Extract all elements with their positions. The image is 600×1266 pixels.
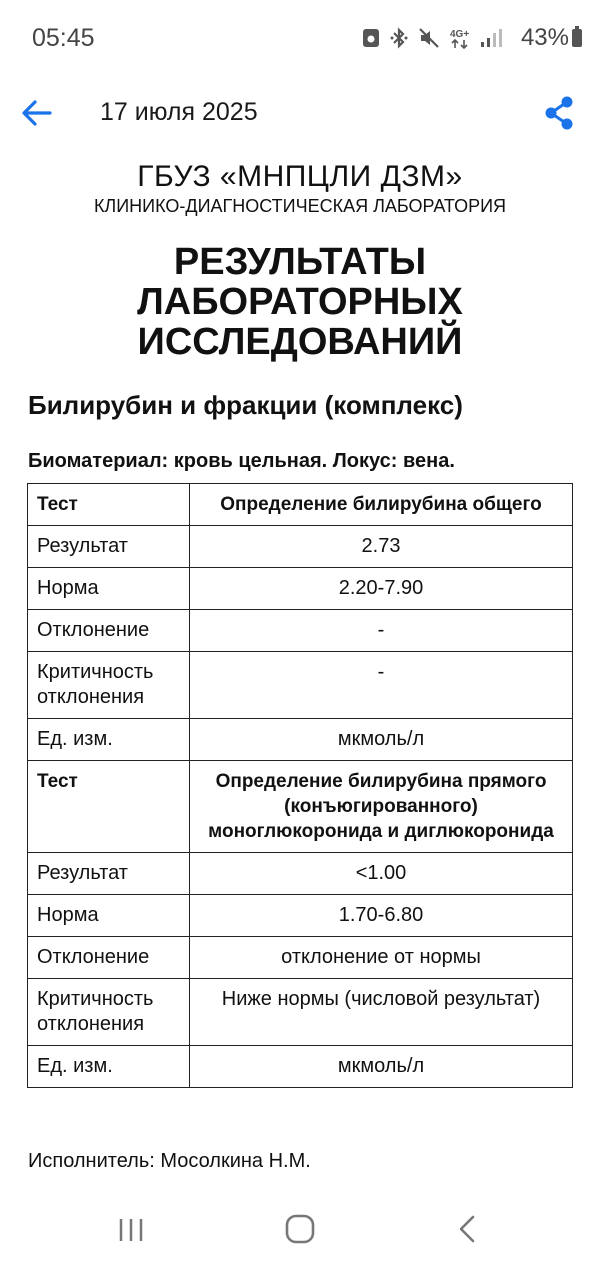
results-table	[27, 483, 573, 1088]
table-row	[28, 1046, 573, 1088]
battery-indicator	[521, 24, 582, 52]
row-label: Тест	[28, 484, 190, 526]
table-row	[28, 937, 573, 979]
table-row	[28, 761, 573, 853]
table-row	[28, 568, 573, 610]
row-label: Отклонение	[28, 610, 190, 652]
bluetooth-icon	[390, 27, 408, 49]
home-icon	[284, 1213, 316, 1245]
row-label: Критичность отклонения	[28, 979, 190, 1046]
row-value: 1.70-6.80	[190, 895, 573, 937]
row-label: Результат	[28, 853, 190, 895]
row-value: отклонение от нормы	[190, 937, 573, 979]
table-row	[28, 652, 573, 719]
status-bar	[0, 0, 600, 80]
back-button[interactable]	[18, 94, 56, 132]
row-value: Определение билирубина прямого (конъюгированного) моноглюкоронида и диглюкоронида	[190, 761, 573, 853]
executor-line: Исполнитель: Мосолкина Н.М.	[28, 1150, 311, 1172]
row-value: 2.73	[190, 526, 573, 568]
navigation-bar	[0, 1195, 600, 1266]
table-row	[28, 979, 573, 1046]
row-label: Тест	[28, 761, 190, 853]
recent-apps-button[interactable]	[117, 1215, 147, 1245]
document-title-line: ИССЛЕДОВАНИЙ	[137, 321, 463, 363]
row-value: 2.20-7.90	[190, 568, 573, 610]
org-name: ГБУЗ «МНПЦЛИ ДЗМ»	[137, 160, 463, 193]
document-title	[0, 242, 600, 362]
home-button[interactable]	[284, 1213, 316, 1245]
row-label: Критичность отклонения	[28, 652, 190, 719]
org-subtitle: КЛИНИКО-ДИАГНОСТИЧЕСКАЯ ЛАБОРАТОРИЯ	[93, 196, 507, 216]
row-value: -	[190, 652, 573, 719]
table-row	[28, 484, 573, 526]
share-button[interactable]	[542, 94, 576, 132]
status-time: 05:45	[32, 24, 95, 52]
row-label: Норма	[28, 568, 190, 610]
section-title: Билирубин и фракции (комплекс)	[28, 390, 463, 420]
row-value: мкмоль/л	[190, 1046, 573, 1088]
sim-icon	[362, 28, 380, 48]
row-value: Определение билирубина общего	[190, 484, 573, 526]
table-row	[28, 526, 573, 568]
signal-icon	[480, 28, 502, 48]
table-row	[28, 610, 573, 652]
row-label: Норма	[28, 895, 190, 937]
arrow-left-icon	[18, 94, 56, 132]
network-type-label: 4G+	[450, 29, 470, 40]
table-row	[28, 853, 573, 895]
recent-apps-icon	[117, 1215, 147, 1245]
table-row	[28, 719, 573, 761]
biomaterial-line: Биоматериал: кровь цельная. Локус: вена.	[28, 450, 455, 472]
row-label: Отклонение	[28, 937, 190, 979]
battery-percent: 43%	[520, 24, 569, 51]
table-row	[28, 895, 573, 937]
status-icons	[362, 27, 502, 49]
row-label: Ед. изм.	[28, 719, 190, 761]
row-value: -	[190, 610, 573, 652]
row-label: Ед. изм.	[28, 1046, 190, 1088]
app-header	[0, 88, 600, 138]
row-value: <1.00	[190, 853, 573, 895]
chevron-left-icon	[455, 1213, 479, 1245]
row-label: Результат	[28, 526, 190, 568]
system-back-button[interactable]	[455, 1213, 479, 1245]
row-value: мкмоль/л	[190, 719, 573, 761]
battery-icon	[572, 29, 582, 47]
share-icon	[542, 94, 576, 132]
network-type-icon	[450, 27, 470, 49]
mute-icon	[418, 27, 440, 49]
document-title-line: РЕЗУЛЬТАТЫ	[173, 241, 427, 283]
header-date: 17 июля 2025	[100, 98, 258, 126]
row-value: Ниже нормы (числовой результат)	[190, 979, 573, 1046]
document-title-line: ЛАБОРАТОРНЫХ	[137, 281, 463, 323]
